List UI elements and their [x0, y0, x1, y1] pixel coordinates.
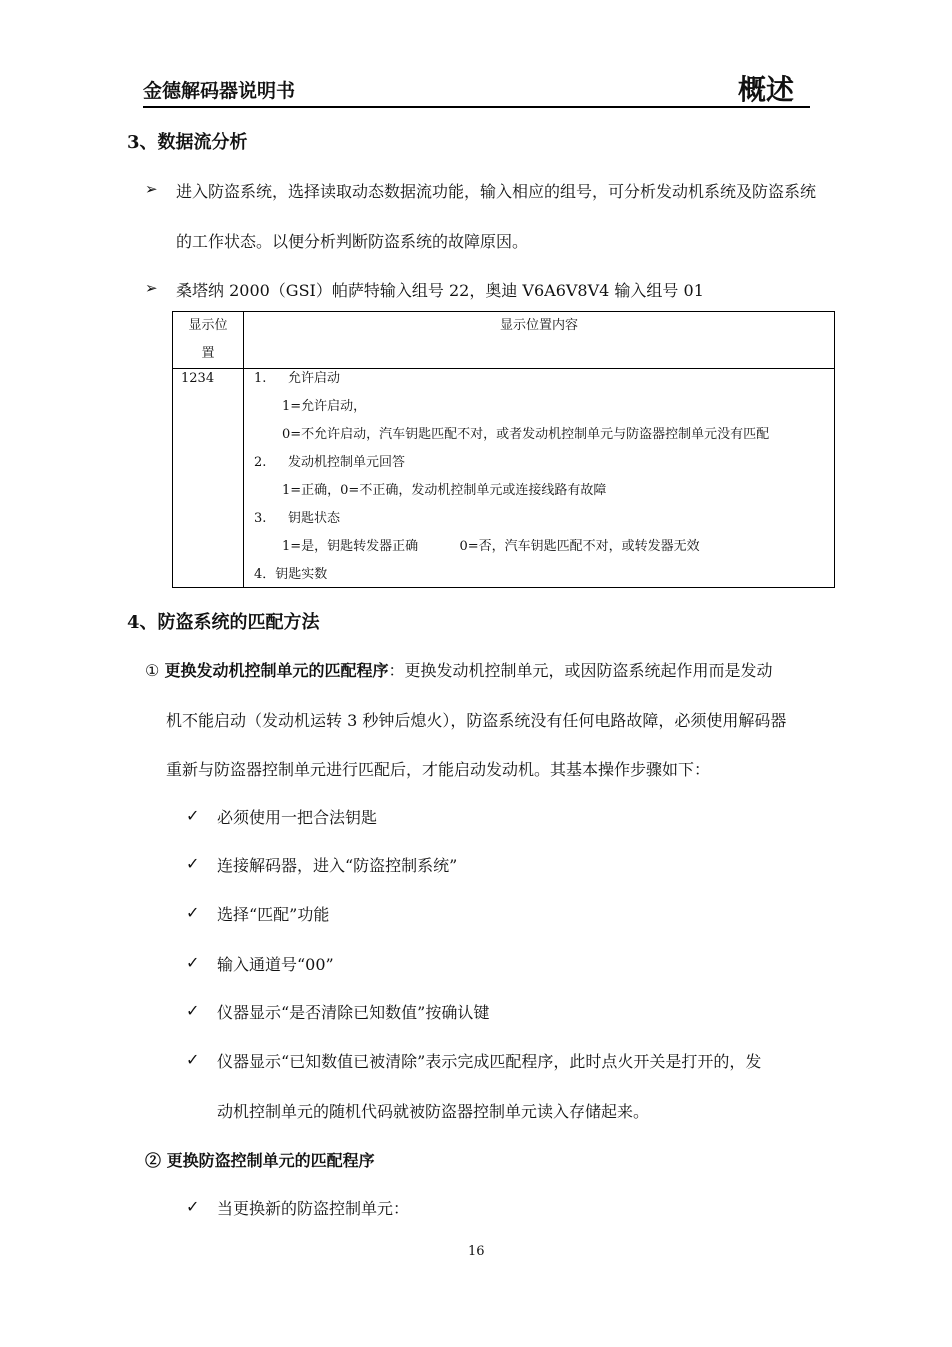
bullet-icon: ➢	[145, 180, 158, 198]
table-line-number: 1.	[254, 371, 267, 386]
section3-bullet1-line2: 的工作状态。以便分析判断防盗系统的故障原因。	[176, 232, 529, 251]
chapter-title: 概述	[738, 73, 795, 106]
table-line-text: 4．钥匙实数	[254, 567, 328, 582]
bullet-icon: ➢	[145, 279, 158, 297]
table-line	[244, 477, 834, 505]
section3-bullet1-line1: 进入防盗系统，选择读取动态数据流功能，输入相应的组号，可分析发动机系统及防盗系统	[176, 182, 817, 201]
step-item: 选择“匹配”功能	[217, 905, 330, 924]
page-number: 16	[468, 1244, 485, 1259]
section3-heading: 3、数据流分析	[127, 132, 248, 153]
step-item-continuation: 动机控制单元的随机代码就被防盗器控制单元读入存储起来。	[217, 1102, 650, 1121]
check-icon: ✓	[186, 1197, 200, 1216]
check-icon: ✓	[186, 953, 200, 972]
table-header-position	[173, 312, 244, 369]
table-line	[244, 365, 834, 393]
section3-bullet2: 桑塔纳 2000（GSI）帕萨特输入组号 22，奥迪 V6A6V8V4 输入组号 01	[176, 281, 704, 300]
data-stream-table	[172, 311, 835, 588]
table-header-content	[244, 312, 835, 369]
table-line-number: 3.	[254, 511, 267, 526]
sub1-marker: ①	[145, 661, 160, 680]
table-line-text: 1=正确，0=不正确，发动机控制单元或连接线路有故障	[282, 483, 607, 498]
table-line	[244, 505, 834, 533]
sub1-text: ：更换发动机控制单元，或因防盗系统起作用而是发动	[388, 661, 773, 680]
header-rule	[143, 106, 810, 108]
table-row-content	[244, 369, 835, 588]
table-line	[244, 449, 834, 477]
table-line-text: 1=是，钥匙转发器正确 0=否，汽车钥匙匹配不对，或转发器无效	[282, 539, 700, 554]
sub1-line1	[145, 658, 772, 681]
table-header-position-line1: 显示位	[188, 318, 228, 333]
step-item: 必须使用一把合法钥匙	[217, 808, 378, 827]
table-line-text: 钥匙状态	[288, 511, 341, 526]
document-title: 金德解码器说明书	[143, 80, 296, 102]
check-icon: ✓	[186, 854, 200, 873]
table-row-label-text: 1234	[181, 371, 215, 386]
table-line-text: 允许启动	[288, 371, 341, 386]
table-line-text: 0=不允许启动，汽车钥匙匹配不对，或者发动机控制单元与防盗器控制单元没有匹配	[282, 427, 770, 442]
section4-heading: 4、防盗系统的匹配方法	[127, 612, 320, 633]
table-line-number: 2.	[254, 455, 267, 470]
check-icon: ✓	[186, 1001, 200, 1020]
table-header-position-line2: 置	[201, 346, 215, 361]
sub1-title: 更换发动机控制单元的匹配程序	[164, 661, 389, 680]
check-icon: ✓	[186, 1050, 200, 1069]
table-line	[244, 421, 834, 449]
sub2-heading: ② 更换防盗控制单元的匹配程序	[145, 1151, 375, 1170]
sub1-line2: 机不能启动（发动机运转 3 秒钟后熄火），防盗系统没有任何电路故障，必须使用解码器	[166, 711, 787, 730]
check-icon: ✓	[186, 806, 200, 825]
table-line	[244, 561, 834, 589]
table-header-content-text: 显示位置内容	[499, 318, 578, 333]
table-line-text: 1=允许启动，	[282, 399, 367, 414]
table-line	[244, 393, 834, 421]
step-item: 输入通道号“00”	[217, 955, 334, 974]
step-item: 连接解码器，进入“防盗控制系统”	[217, 856, 458, 875]
table-line	[244, 533, 834, 561]
step-item: 仪器显示“是否清除已知数值”按确认键	[217, 1003, 490, 1022]
sub1-line3: 重新与防盗器控制单元进行匹配后，才能启动发动机。其基本操作步骤如下：	[166, 760, 711, 779]
table-row-label	[173, 369, 244, 588]
step-item: 仪器显示“已知数值已被清除”表示完成匹配程序，此时点火开关是打开的，发	[217, 1052, 762, 1071]
check-icon: ✓	[186, 903, 200, 922]
table-line-text: 发动机控制单元回答	[288, 455, 406, 470]
step-item: 当更换新的防盗控制单元：	[217, 1199, 410, 1218]
